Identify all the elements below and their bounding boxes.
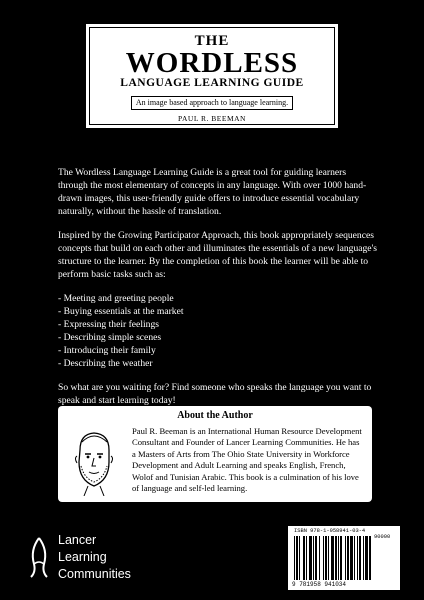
barcode-bar [306,536,307,580]
isbn-barcode [288,526,400,590]
barcode-bar [296,536,298,580]
title-box [86,24,338,128]
title-the: THE [194,33,230,49]
task-item: - Describing simple scenes [58,332,162,343]
barcode-bar [354,536,355,580]
about-heading: About the Author [177,410,253,421]
barcode-bar [347,536,349,580]
title-subtitle: LANGUAGE LEARNING GUIDE [120,77,304,89]
barcode-bar [363,536,364,580]
task-item: - Buying essentials at the market [58,306,184,317]
publisher-line-1: Lancer [58,533,97,547]
barcode-bar [328,536,329,580]
task-list [58,292,378,370]
barcode-bar [303,536,305,580]
task-item: - Expressing their feelings [58,319,159,330]
barcode-bar [357,536,358,580]
author-portrait-icon [66,428,122,496]
publisher-line-2: Learning [58,550,107,564]
blurb-paragraph-2: Inspired by the Growing Participator Approach, this book appropriately sequences concepts that build on each other and illuminates the essentials of a new language's structure to the learner. By the completion of this book the learner will be able to perform basic tasks such as: [58,230,378,280]
barcode-bar [338,536,339,580]
barcode-bar [331,536,334,580]
barcode-bar [340,536,342,580]
publisher-logo [28,528,178,588]
barcode-bar [335,536,337,580]
barcode-bar [323,536,324,580]
barcode-bars [294,536,394,580]
tagline: An image based approach to language learning. [131,96,293,110]
barcode-bar [345,536,346,580]
barcode-bar [315,536,317,580]
back-cover-blurb [58,166,378,418]
lancer-logo-icon [28,536,50,578]
barcode-bar [369,536,371,580]
barcode-bar [294,536,295,580]
price-code: 90000 [374,534,391,540]
blurb-paragraph-3: So what are you waiting for? Find someone who speaks the language you want to speak and start learning today! [58,382,372,406]
blurb-paragraph-1: The Wordless Language Learning Guide is a great tool for guiding learners through the most elementary of concepts in any language. With over 1000 hand-drawn images, this user-friendly guide offers to introduce essential vocabulary naturally, without the hassle of translation. [58,167,367,217]
barcode-bar [313,536,314,580]
task-item: - Introducing their family [58,345,156,356]
barcode-bar [299,536,300,580]
isbn-number: ISBN 978-1-958941-03-4 [294,528,366,534]
barcode-bar [359,536,361,580]
publisher-line-3: Communities [58,567,131,581]
publisher-name [58,532,131,583]
barcode-digits: 9 781958 941034 [292,581,347,588]
task-item: - Describing the weather [58,358,153,369]
about-text: Paul R. Beeman is an International Human Resource Development Consultant and Founder of Lancer Learning Communities. He has a Masters of Arts from The Ohio State University in Workforce Development and Adult Learning and speaks English, French, Wolof and Tunisian Arabic. This book is a culmination of his love of language and self-led learning. [132,426,362,494]
barcode-bar [350,536,353,580]
title-main: WORDLESS [125,47,299,79]
about-author-panel [58,406,372,502]
barcode-bar [365,536,368,580]
cover-author: PAUL R. BEEMAN [178,114,246,123]
task-item: - Meeting and greeting people [58,293,174,304]
barcode-bar [325,536,327,580]
barcode-bar [309,536,312,580]
barcode-bar [319,536,320,580]
